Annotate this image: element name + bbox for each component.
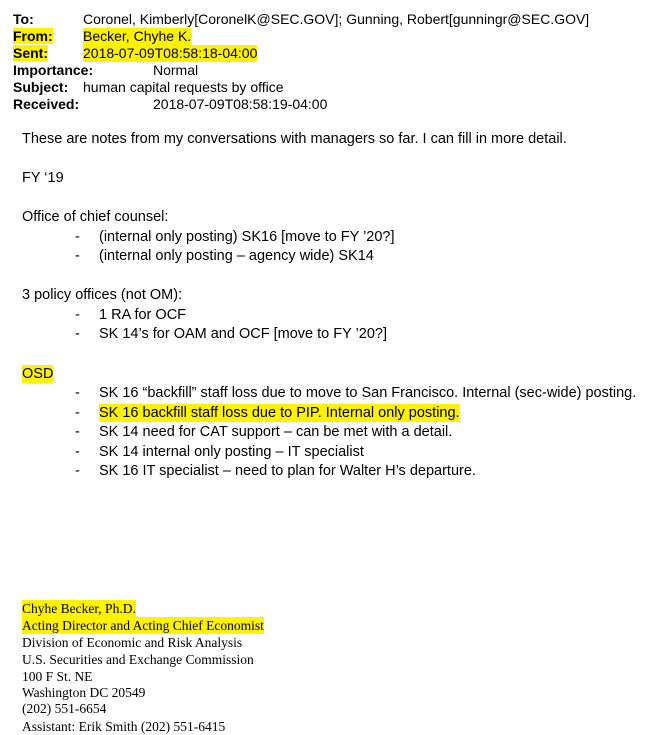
list-item: (internal only posting – agency wide) SK14 <box>99 248 374 264</box>
to-row <box>13 11 590 28</box>
sent-value: 2018-07-09T08:58:18-04:00 <box>83 45 258 61</box>
received-row <box>13 96 328 113</box>
list-item: (internal only posting) SK16 [move to FY ’20?] <box>99 229 395 245</box>
bullet-dash: - <box>75 229 80 245</box>
signature-agency: U.S. Securities and Exchange Commission <box>22 652 254 667</box>
list-item: SK 14 need for CAT support – can be met with a detail. <box>99 424 453 440</box>
signature-street: 100 F St. NE <box>22 669 93 684</box>
signature-city: Washington DC 20549 <box>22 685 146 700</box>
sent-row <box>13 45 258 62</box>
signature-assistant-cutoff <box>22 714 302 734</box>
sent-label: Sent: <box>13 45 48 61</box>
signature-phone: (202) 551-6654 <box>22 701 107 716</box>
importance-row <box>13 62 199 79</box>
section-chief-counsel-title: Office of chief counsel: <box>22 209 169 225</box>
bullet-dash: - <box>75 405 80 421</box>
subject-row <box>13 79 284 96</box>
received-label: Received: <box>13 96 80 112</box>
from-value: Becker, Chyhe K. <box>83 28 192 44</box>
intro-text: These are notes from my conversations with managers so far. I can fill in more detail. <box>22 131 567 147</box>
list-item: SK 16 “backfill” staff loss due to move to San Francisco. Internal (sec-wide) posting. <box>99 385 637 401</box>
signature-division: Division of Economic and Risk Analysis <box>22 635 243 650</box>
importance-label: Importance: <box>13 62 94 78</box>
importance-value: Normal <box>153 62 199 78</box>
bullet-dash: - <box>75 385 80 401</box>
bullet-dash: - <box>75 248 80 264</box>
from-row <box>13 28 192 45</box>
bullet-dash: - <box>75 463 80 479</box>
bullet-dash: - <box>75 326 80 342</box>
section-osd-title: OSD <box>22 366 54 382</box>
received-value: 2018-07-09T08:58:19-04:00 <box>153 96 328 112</box>
to-label: To: <box>13 11 34 27</box>
list-item-highlighted: SK 16 backfill staff loss due to PIP. Internal only posting. <box>99 405 460 421</box>
list-item: SK 14 internal only posting – IT specialist <box>99 444 364 460</box>
signature-title: Acting Director and Acting Chief Economist <box>22 618 264 633</box>
from-label: From: <box>13 28 53 44</box>
signature-name: Chyhe Becker, Ph.D. <box>22 601 136 616</box>
fiscal-year-heading: FY ‘19 <box>22 170 64 186</box>
subject-label: Subject: <box>13 79 69 95</box>
signature-assistant-text: Assistant: Erik Smith (202) 551-6415 <box>22 719 226 734</box>
list-item: SK 14’s for OAM and OCF [move to FY ’20?] <box>99 326 387 342</box>
list-item: 1 RA for OCF <box>99 307 187 323</box>
to-value: Coronel, Kimberly[CoronelK@SEC.GOV]; Gunning, Robert[gunningr@SEC.GOV] <box>83 11 590 27</box>
bullet-dash: - <box>75 444 80 460</box>
bullet-dash: - <box>75 424 80 440</box>
section-policy-offices-title: 3 policy offices (not OM): <box>22 287 183 303</box>
list-item: SK 16 IT specialist – need to plan for Walter H’s departure. <box>99 463 476 479</box>
subject-value: human capital requests by office <box>83 79 284 95</box>
bullet-dash: - <box>75 307 80 323</box>
